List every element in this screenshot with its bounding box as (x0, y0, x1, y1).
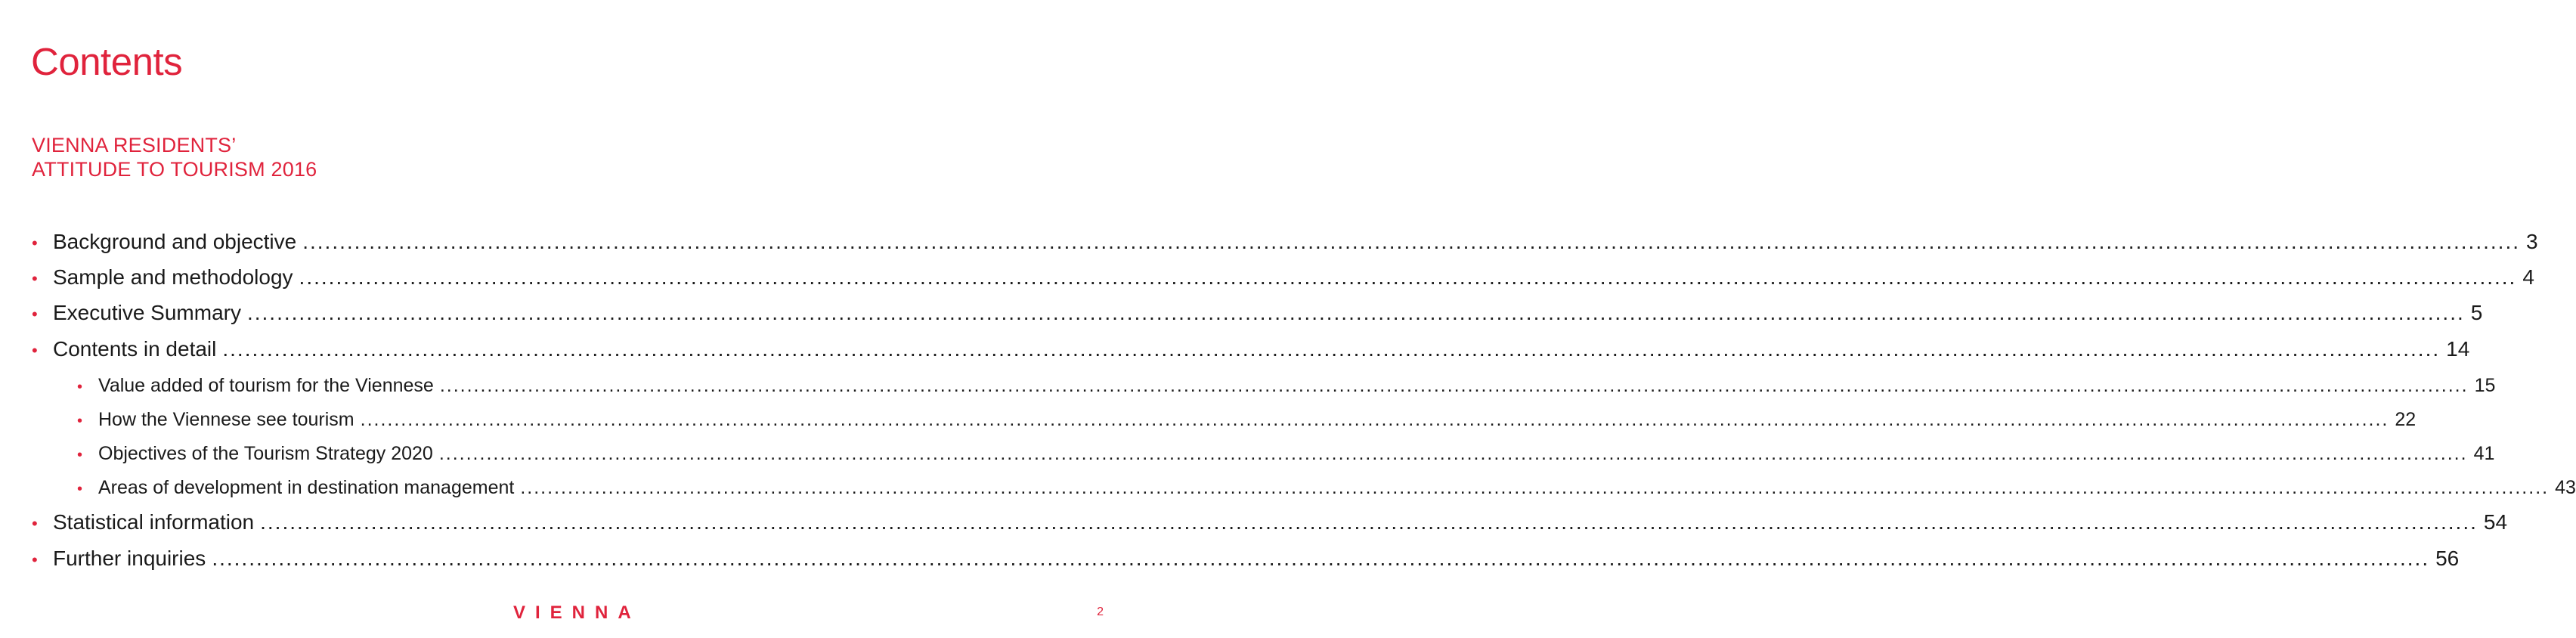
toc-subitem (77, 409, 2417, 439)
dot-leader: ............................................................................................................................................................................................................................................................................................................ (439, 375, 2469, 396)
subtitle-line-1: VIENNA RESIDENTS’ (32, 134, 237, 156)
dot-leader: ............................................................................................................................................................................................................................................................................................................ (299, 265, 2517, 289)
toc-item-label: Statistical information (53, 510, 255, 534)
report-subtitle (32, 133, 317, 181)
toc-item-page: 5 (2470, 301, 2483, 324)
dot-leader: ............................................................................................................................................................................................................................................................................................................ (212, 547, 2430, 570)
page-number: 2 (1097, 605, 1104, 618)
toc-item (32, 230, 2538, 260)
bullet-icon: • (77, 481, 83, 497)
toc-item-page: 56 (2435, 547, 2460, 570)
toc-item-label: Sample and methodology (53, 265, 293, 289)
dot-leader: ............................................................................................................................................................................................................................................................................................................ (222, 337, 2441, 361)
bullet-icon: • (32, 514, 38, 533)
toc-item-page: 43 (2555, 477, 2576, 498)
bullet-icon: • (32, 234, 38, 252)
dot-leader: ............................................................................................................................................................................................................................................................................................................ (302, 230, 2521, 253)
dot-leader: ............................................................................................................................................................................................................................................................................................................ (438, 443, 2468, 464)
toc-item-label: How the Viennese see tourism (98, 409, 355, 430)
toc-item-label: Contents in detail (53, 337, 217, 361)
toc-item-page: 3 (2526, 230, 2538, 253)
toc-item-label: Areas of development in destination management (98, 477, 515, 498)
toc-subitem (77, 375, 2496, 405)
bullet-icon: • (32, 305, 38, 324)
dot-leader: ............................................................................................................................................................................................................................................................................................................ (520, 477, 2550, 498)
toc-subitem (77, 477, 2576, 507)
toc-item-label: Executive Summary (53, 301, 241, 324)
toc-item-page: 22 (2395, 409, 2417, 430)
bullet-icon: • (32, 550, 38, 569)
dot-leader: ............................................................................................................................................................................................................................................................................................................ (260, 510, 2478, 534)
bullet-icon: • (77, 447, 83, 463)
toc-item-label: Value added of tourism for the Viennese (98, 375, 434, 396)
toc-item (32, 510, 2508, 540)
bullet-icon: • (77, 379, 83, 395)
vienna-logo: VIENNA (513, 602, 641, 623)
toc-item-page: 54 (2483, 510, 2508, 534)
toc-item-label: Objectives of the Tourism Strategy 2020 (98, 443, 433, 464)
subtitle-line-2: ATTITUDE TO TOURISM 2016 (32, 158, 317, 181)
toc-item-page: 15 (2474, 375, 2496, 396)
toc-item (32, 337, 2470, 367)
bullet-icon: • (32, 269, 38, 288)
bullet-icon: • (77, 413, 83, 429)
toc-subitem (77, 443, 2495, 473)
toc-item (32, 547, 2460, 577)
toc-item-label: Further inquiries (53, 547, 206, 570)
bullet-icon: • (32, 341, 38, 360)
toc-item-page: 4 (2522, 265, 2534, 289)
toc-item-page: 41 (2473, 443, 2495, 464)
dot-leader: ............................................................................................................................................................................................................................................................................................................ (360, 409, 2389, 430)
page-title: Contents (31, 40, 183, 83)
toc-item (32, 265, 2534, 296)
toc-item (32, 301, 2483, 331)
toc-item-page: 14 (2446, 337, 2470, 361)
toc-item-label: Background and objective (53, 230, 297, 253)
dot-leader: ............................................................................................................................................................................................................................................................................................................ (246, 301, 2465, 324)
